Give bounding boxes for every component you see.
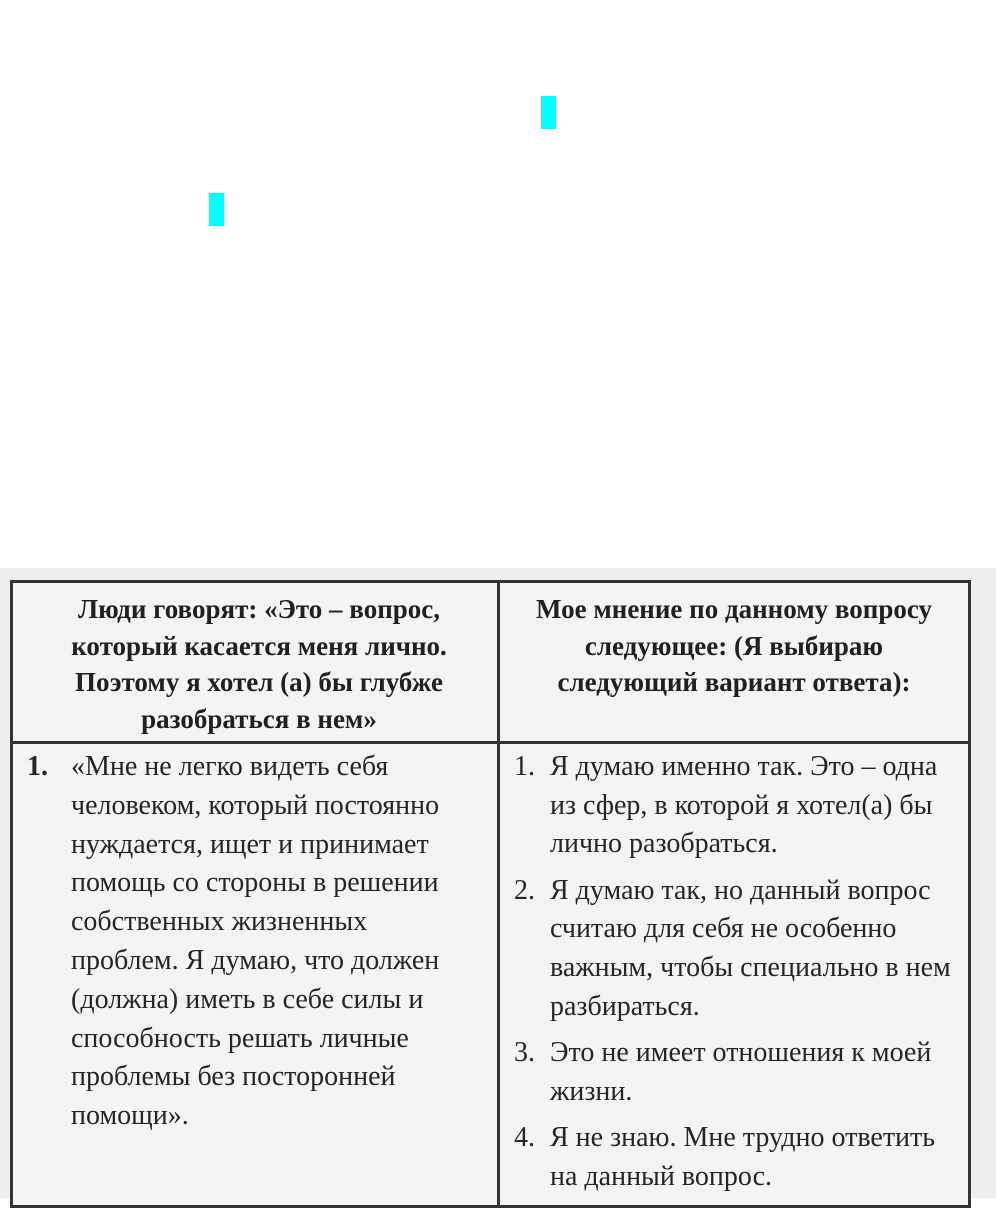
statement-text: «Мне не легко видеть себя человеком, который постоянно нуждается, ищет и принимает помощь со стороны в решении собственных жизненных проблем. Я думаю, что должен (должна) иметь в себе силы и способность решать личные проблемы без посторонней помощи».: [71, 751, 440, 1132]
answer-number: 3.: [514, 1037, 535, 1069]
table-row: [12, 743, 970, 1207]
answer-number: 4.: [514, 1122, 535, 1154]
statement-block: [13, 744, 497, 1136]
answer-text: Это не имеет отношения к моей жизни.: [550, 1037, 932, 1107]
header-cell-statement: [12, 582, 499, 743]
answer-option-4: [514, 1119, 958, 1196]
statement-number: 1.: [27, 751, 48, 782]
highlight-mark: [209, 193, 224, 226]
survey-table: [10, 580, 971, 1208]
answer-text: Я думаю так, но данный вопрос считаю для себя не особенно важным, чтобы специально в нем разбираться.: [550, 874, 951, 1022]
answer-option-2: [514, 872, 958, 1026]
answers-cell: [499, 743, 970, 1207]
header-opinion-text: Мое мнение по данному вопросу следующее: (Я выбираю следующий вариант ответа):: [536, 594, 932, 697]
table-header-row: [12, 582, 970, 743]
answer-number: 1.: [514, 751, 535, 782]
answer-list: [500, 744, 968, 1197]
header-cell-opinion: [499, 582, 970, 743]
header-statement-text: Люди говорят: «Это – вопрос, который касается меня лично. Поэтому я хотел (а) бы глубже разобраться в нем»: [71, 594, 447, 734]
answer-option-3: [514, 1034, 958, 1111]
answer-text: Я не знаю. Мне трудно ответить на данный вопрос.: [550, 1122, 936, 1192]
answer-option-1: [514, 748, 958, 864]
answer-text: Я думаю именно так. Это – одна из сфер, в которой я хотел(а) бы лично разобраться.: [550, 751, 938, 860]
highlight-mark: [541, 96, 556, 129]
answer-number: 2.: [514, 874, 535, 906]
statement-cell: [12, 743, 499, 1207]
